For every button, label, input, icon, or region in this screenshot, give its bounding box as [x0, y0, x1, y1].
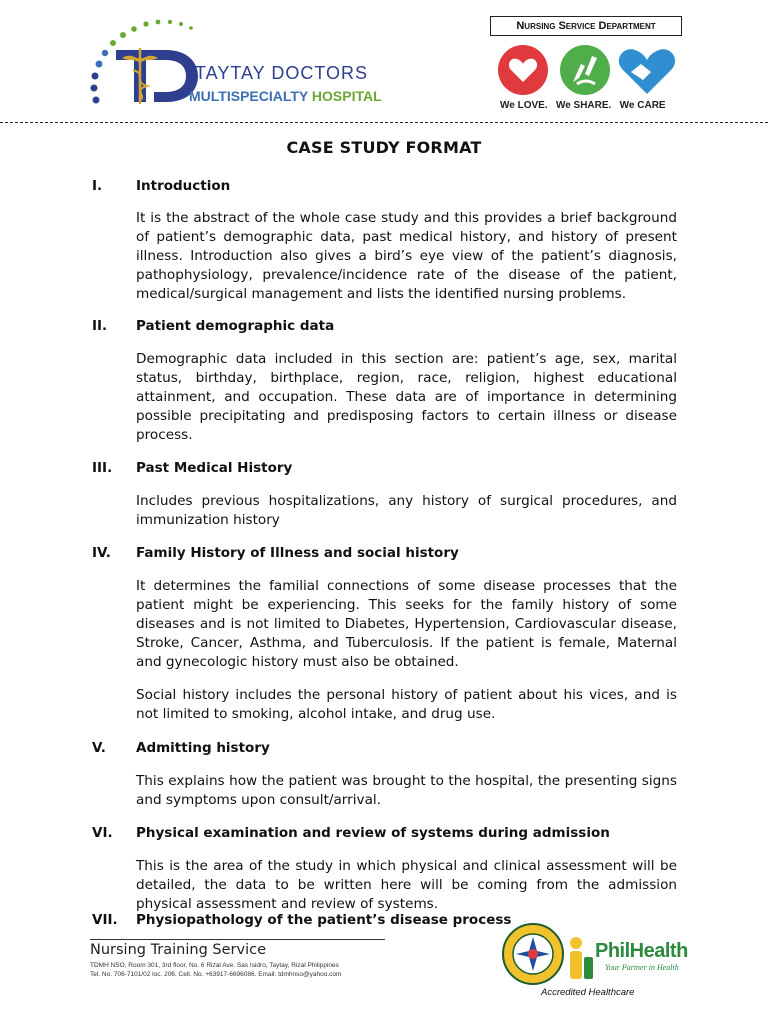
section-number: IV.	[92, 545, 111, 561]
section-paragraph: This is the area of the study in which physical and clinical assessment will be detailed, the data to be written here will be coming from the admission physical assessment and review of systems.	[136, 858, 677, 912]
section-heading: Family History of Illness and social history	[136, 545, 459, 561]
footer-address: TDMH NSO, Room 301, 3rd floor, No. 6 Rizal Ave. Sas Isidro, Taytay, Rizal Philippines Tel. No. 706-7101/02 loc. 206. Cell. No. +63917-6696086. Email: tdmhnso@yahoo.com	[90, 962, 342, 978]
philhealth-tagline: Your Partner in Health	[605, 963, 679, 972]
doh-seal-icon	[502, 923, 564, 985]
section-heading: Past Medical History	[136, 460, 293, 476]
section-heading: Physical examination and review of systems during admission	[136, 825, 610, 841]
section-paragraph: It determines the familial connections of some disease processes that the patient might be experiencing. This seeks for the family history of some diseases and is not limited to Diabetes, Hypertension, Cardiovascular disease, Stroke, Cancer, Asthma, and Tuberculosis. If the patient is female, Maternal and gynecologic history must also be obtained.	[136, 578, 677, 670]
page-title: CASE STUDY FORMAT	[286, 138, 482, 157]
hospital-name-line2: MULTISPECIALTY HOSPITAL	[189, 88, 382, 104]
love-share-care-icons	[495, 42, 680, 97]
section-paragraph: Includes previous hospitalizations, any history of surgical procedures, and immunization history	[136, 493, 677, 528]
section-paragraph: It is the abstract of the whole case study and this provides a brief background of patient’s demographic data, past medical history, and history of present illness. Introduction also gives a bird’s eye view of the patient’s diagnosis, pathophysiology, prevalence/incidence rate of the disease of the patient, medical/surgical management and lists the identified nursing problems.	[136, 210, 677, 302]
section-paragraph: Demographic data included in this section are: patient’s age, sex, marital status, birthday, birthplace, region, race, religion, highest educational attainment, and occupation. These data are of importance in determining possible precipitating and predisposing factors to certain illness or disease process.	[136, 351, 677, 443]
philhealth-name: PhilHealth	[595, 940, 688, 962]
section-number: VII.	[92, 912, 118, 928]
footer-divider	[90, 939, 385, 940]
section-paragraph: This explains how the patient was brought to the hospital, the presenting signs and symptoms upon consult/arrival.	[136, 773, 677, 808]
section-number: VI.	[92, 825, 113, 841]
section-heading: Physiopathology of the patient’s disease process	[136, 912, 512, 928]
section-number: II.	[92, 318, 108, 334]
footer-office-name: Nursing Training Service	[90, 942, 266, 958]
helping-hands-icon	[560, 45, 610, 95]
section-heading: Introduction	[136, 178, 231, 194]
section-number: III.	[92, 460, 113, 476]
handshake-heart-icon	[619, 49, 675, 94]
accredited-label: Accredited Healthcare	[541, 987, 635, 998]
nursing-service-department-label: Nursing Service Department	[490, 16, 682, 36]
hospital-name-line1: TAYTAY DOCTORS	[195, 63, 369, 83]
section-number: V.	[92, 740, 106, 756]
slogan: We LOVE. We SHARE. We CARE	[500, 100, 666, 111]
section-heading: Patient demographic data	[136, 318, 335, 334]
section-paragraph: Social history includes the personal history of patient about his vices, and is not limited to smoking, alcohol intake, and drug use.	[136, 687, 677, 722]
section-number: I.	[92, 178, 103, 194]
section-heading: Admitting history	[136, 740, 270, 756]
header-divider	[0, 122, 768, 123]
heart-icon	[498, 45, 548, 95]
